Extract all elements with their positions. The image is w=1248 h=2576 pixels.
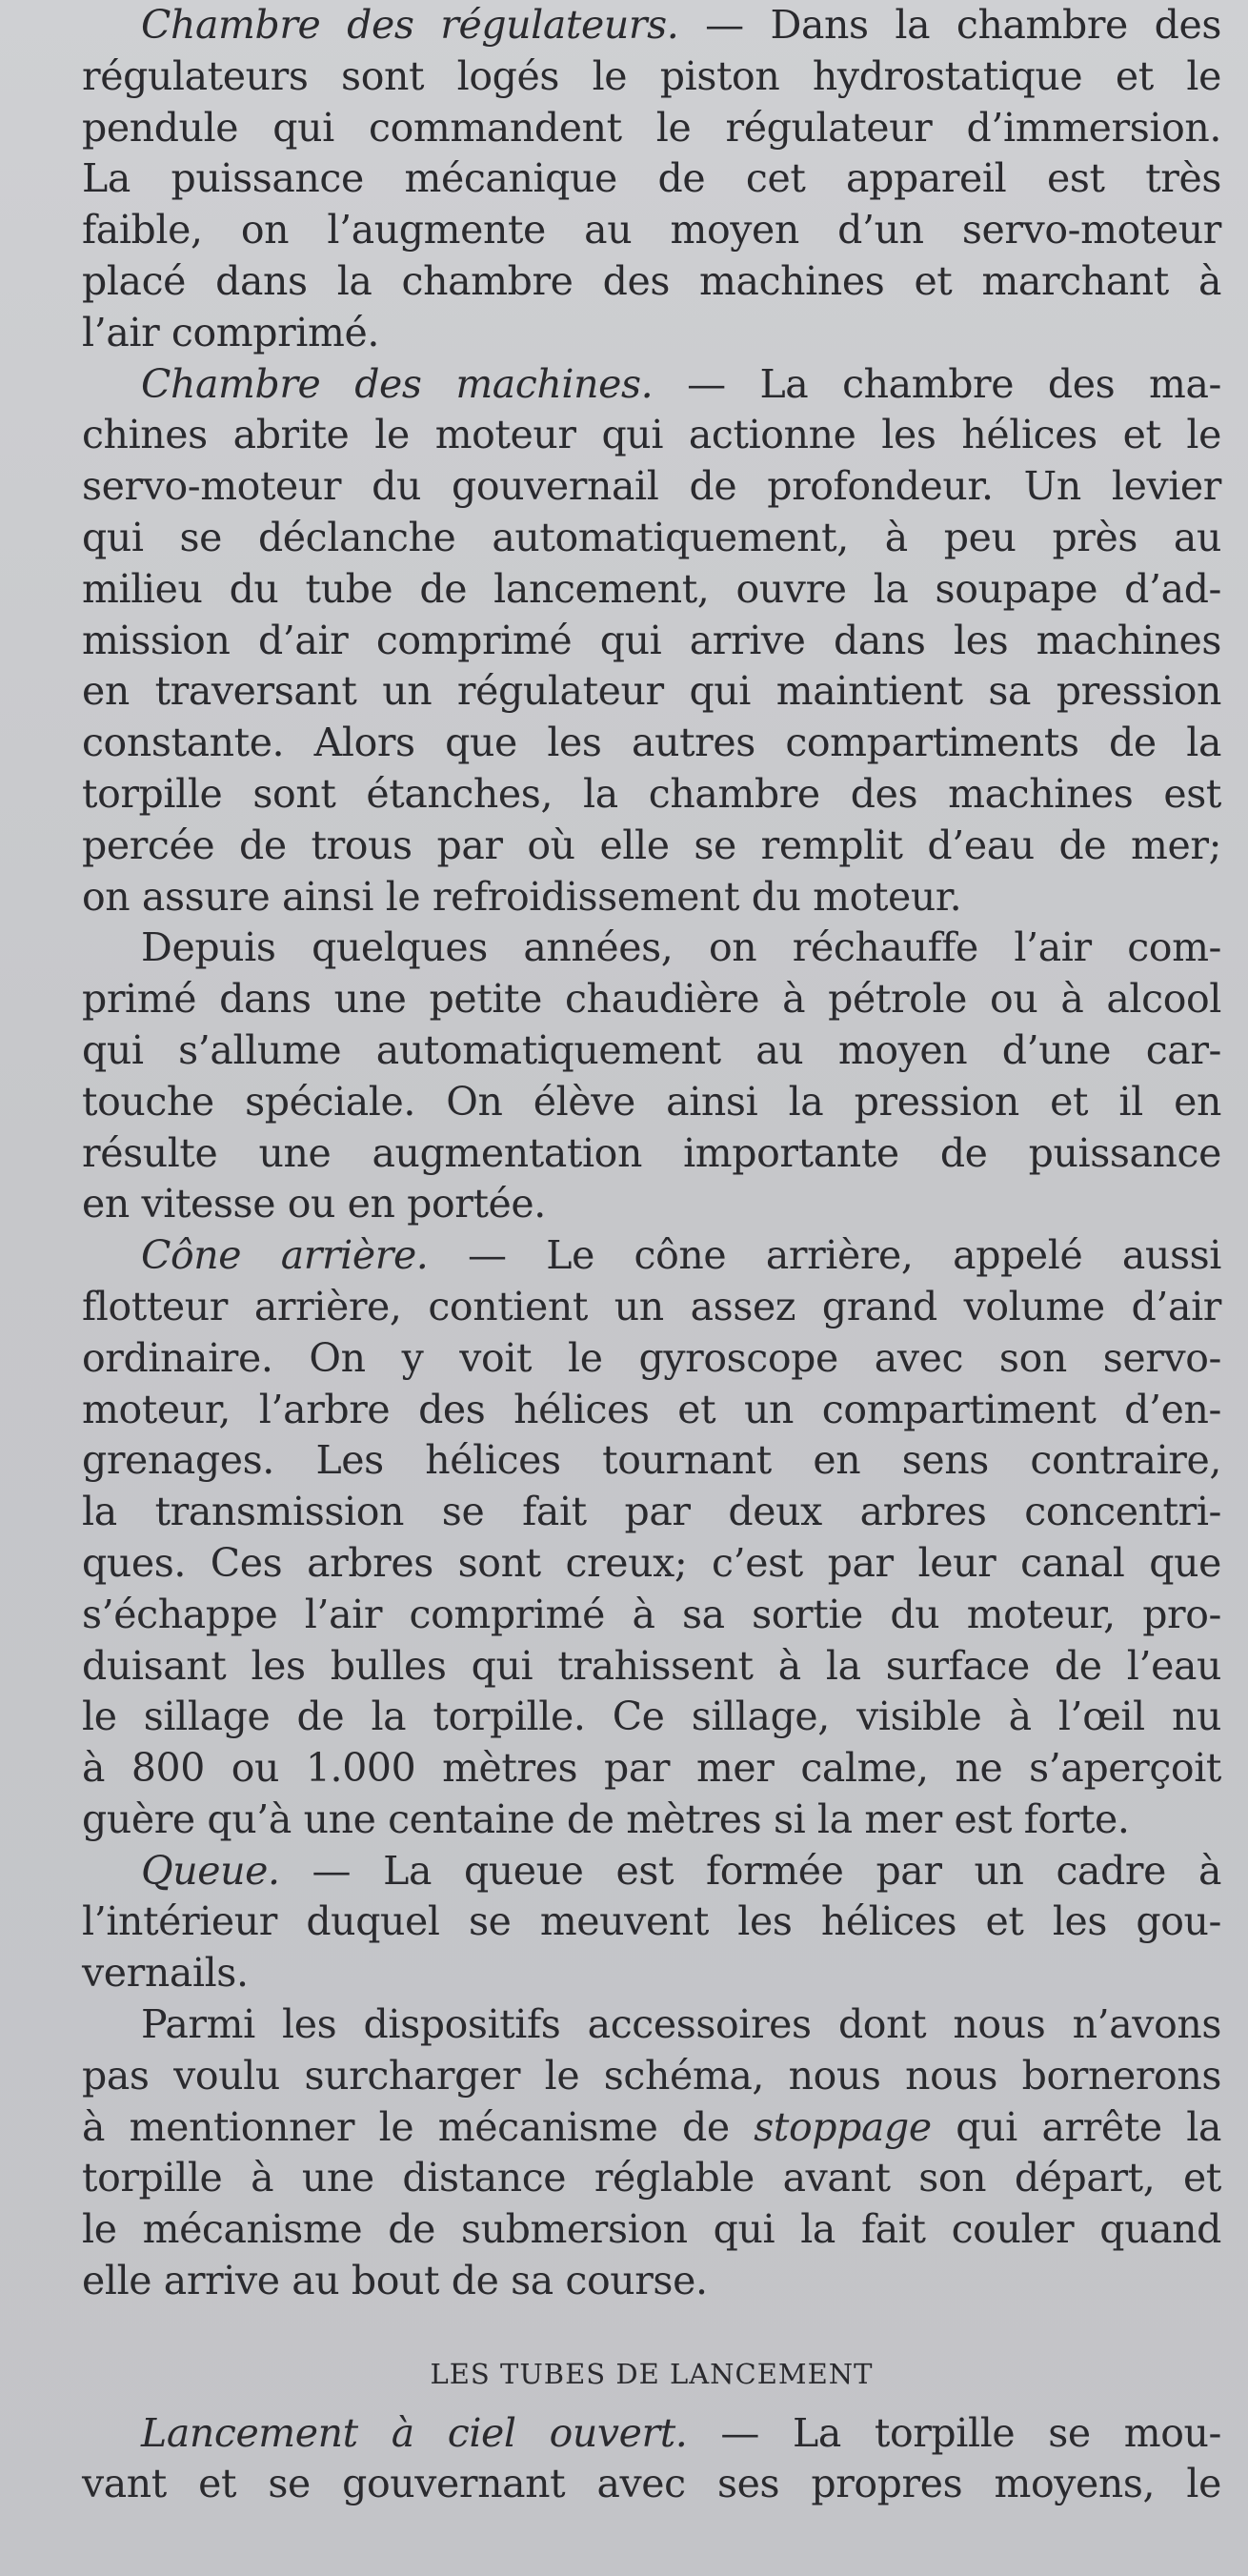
italic-run: Cône arrière. [141,1232,429,1279]
text-line [82,1795,1221,1846]
text-line [82,769,1221,821]
text-line [82,1282,1221,1333]
paragraph-dispositifs [82,1999,1221,2307]
text-line [82,513,1221,564]
text-line [82,1743,1221,1795]
text-run: primé dans une petite chaudière à pétrole ou à alcool [82,976,1221,1023]
text-run: en traversant un régulateur qui maintient sa pression [82,668,1221,715]
text-run: régulateurs sont logés le piston hydrostatique et le [82,52,1221,99]
paragraph-cone [82,1230,1221,1846]
text-line [82,616,1221,667]
text-run: le sillage de la torpille. Ce sillage, visible à l’œil nu [82,1694,1221,1740]
text-line [82,1077,1221,1128]
text-run: — Dans la chambre des [678,2,1221,48]
text-line [82,461,1221,513]
text-run: Parmi les dispositifs accessoires dont nous n’avons [141,2001,1221,2048]
text-run: l’air comprimé. [82,309,379,355]
text-run: faible, on l’augmente au moyen d’un servo-moteur [82,207,1221,254]
text-line [82,1538,1221,1590]
text-run: grenages. Les hélices tournant en sens contraire, [82,1437,1221,1484]
paragraph-ciel-ouvert [82,2408,1221,2511]
text-line [82,1385,1221,1436]
text-line [82,1948,1221,1999]
text-line [82,51,1221,103]
text-line [82,1333,1221,1385]
text-line [82,1692,1221,1743]
text-line [82,205,1221,256]
text-line [82,308,1221,359]
text-run: résulte une augmentation importante de puissance [82,1129,1221,1176]
text-run: constante. Alors que les autres compartiments de la [82,720,1221,766]
text-run: duisant les bulles qui trahissent à la surface de l’eau [82,1642,1221,1689]
text-line [82,821,1221,872]
body-text [82,0,1221,2307]
text-run: à 800 ou 1.000 mètres par mer calme, ne s’aperçoit [82,1745,1221,1792]
text-run: la transmission se fait par deux arbres concentri- [82,1489,1221,1535]
text-line [82,153,1221,205]
text-run: à mentionner le mécanisme de [82,2103,755,2150]
text-run: torpille sont étanches, la chambre des machines est [82,770,1221,817]
text-run: moteur, l’arbre des hélices et un compartiment d’en- [82,1386,1221,1432]
text-run: flotteur arrière, contient un assez grand volume d’air [82,1283,1221,1329]
text-run: mission d’air comprimé qui arrive dans les machines [82,617,1221,663]
text-run: qui arrête la [931,2103,1222,2150]
text-run: pendule qui commandent le régulateur d’immersion. [82,104,1221,151]
text-run: pas voulu surcharger le schéma, nous nous bornerons [82,2052,1221,2099]
text-line [82,359,1221,411]
text-run: ordinaire. On y voit le gyroscope avec son servo- [82,1334,1221,1381]
text-line [82,2459,1221,2510]
text-line [82,1179,1221,1230]
italic-run: Lancement à ciel ouvert. [141,2409,688,2456]
paragraph-machines [82,359,1221,923]
final-paragraph-container [82,2408,1221,2511]
paragraph-queue [82,1846,1221,1999]
text-run: touche spéciale. On élève ainsi la pression et il en [82,1078,1221,1125]
text-line [82,2153,1221,2204]
text-run: placé dans la chambre des machines et marchant à [82,257,1221,304]
text-run: Depuis quelques années, on réchauffe l’air com- [141,924,1221,971]
text-run: en vitesse ou en portée. [82,1181,546,1227]
text-run: le mécanisme de submersion qui la fait couler quand [82,2206,1221,2253]
text-line [82,1846,1221,1897]
text-run: qui s’allume automatiquement au moyen d’une car- [82,1026,1221,1073]
text-line [82,1025,1221,1077]
text-line [82,410,1221,461]
text-line [82,923,1221,974]
text-run: vernails. [82,1950,249,1997]
text-line [82,1897,1221,1948]
text-line [82,2102,1221,2154]
text-run: servo-moteur du gouvernail de profondeur. Un levier [82,463,1221,510]
text-line [82,1641,1221,1693]
text-run: — La torpille se mou- [687,2409,1221,2456]
text-run: vant et se gouvernant avec ses propres moyens, le [82,2461,1221,2507]
text-line [82,2051,1221,2102]
text-run: torpille à une distance réglable avant son départ, et [82,2155,1221,2201]
text-run: — Le cône arrière, appelé aussi [428,1232,1221,1279]
text-run: on assure ainsi le refroidissement du moteur. [82,873,962,920]
text-line [82,564,1221,616]
text-line [82,1128,1221,1180]
paragraph-regulateurs [82,0,1221,359]
text-line [82,103,1221,154]
text-line [82,872,1221,923]
text-line [82,1230,1221,1282]
text-line [82,718,1221,769]
text-run: s’échappe l’air comprimé à sa sortie du moteur, pro- [82,1591,1221,1637]
text-line [82,0,1221,51]
text-line [82,256,1221,308]
text-line [82,1590,1221,1641]
italic-run: Chambre des machines. [141,360,654,407]
text-line [82,2256,1221,2307]
text-line [82,1435,1221,1487]
text-line [82,666,1221,718]
text-line [82,2204,1221,2256]
italic-run: Chambre des régulateurs. [141,2,679,48]
italic-run: Queue. [141,1847,280,1894]
text-run: guère qu’à une centaine de mètres si la mer est forte. [82,1795,1130,1842]
text-line [82,974,1221,1025]
text-run: chines abrite le moteur qui actionne les hélices et le [82,412,1221,458]
text-run: elle arrive au bout de sa course. [82,2258,708,2304]
text-run: l’intérieur duquel se meuvent les hélices et les gou- [82,1898,1221,1945]
text-line [82,1487,1221,1538]
text-run: percée de trous par où elle se remplit d’eau de mer; [82,821,1221,868]
text-run: — La queue est formée par un cadre à [279,1847,1221,1894]
text-run: La puissance mécanique de cet appareil est très [82,155,1221,202]
text-run: — La chambre des ma- [653,360,1221,407]
paragraph-rechauffe [82,923,1221,1230]
section-heading: LES TUBES DE LANCEMENT [430,2357,874,2390]
text-run: qui se déclanche automatiquement, à peu près au [82,514,1221,560]
italic-run: stoppage [754,2103,932,2150]
text-run: ques. Ces arbres sont creux; c’est par leur canal que [82,1539,1221,1586]
text-line [82,2408,1221,2460]
text-line [82,1999,1221,2051]
text-run: milieu du tube de lancement, ouvre la soupape d’ad- [82,565,1221,612]
